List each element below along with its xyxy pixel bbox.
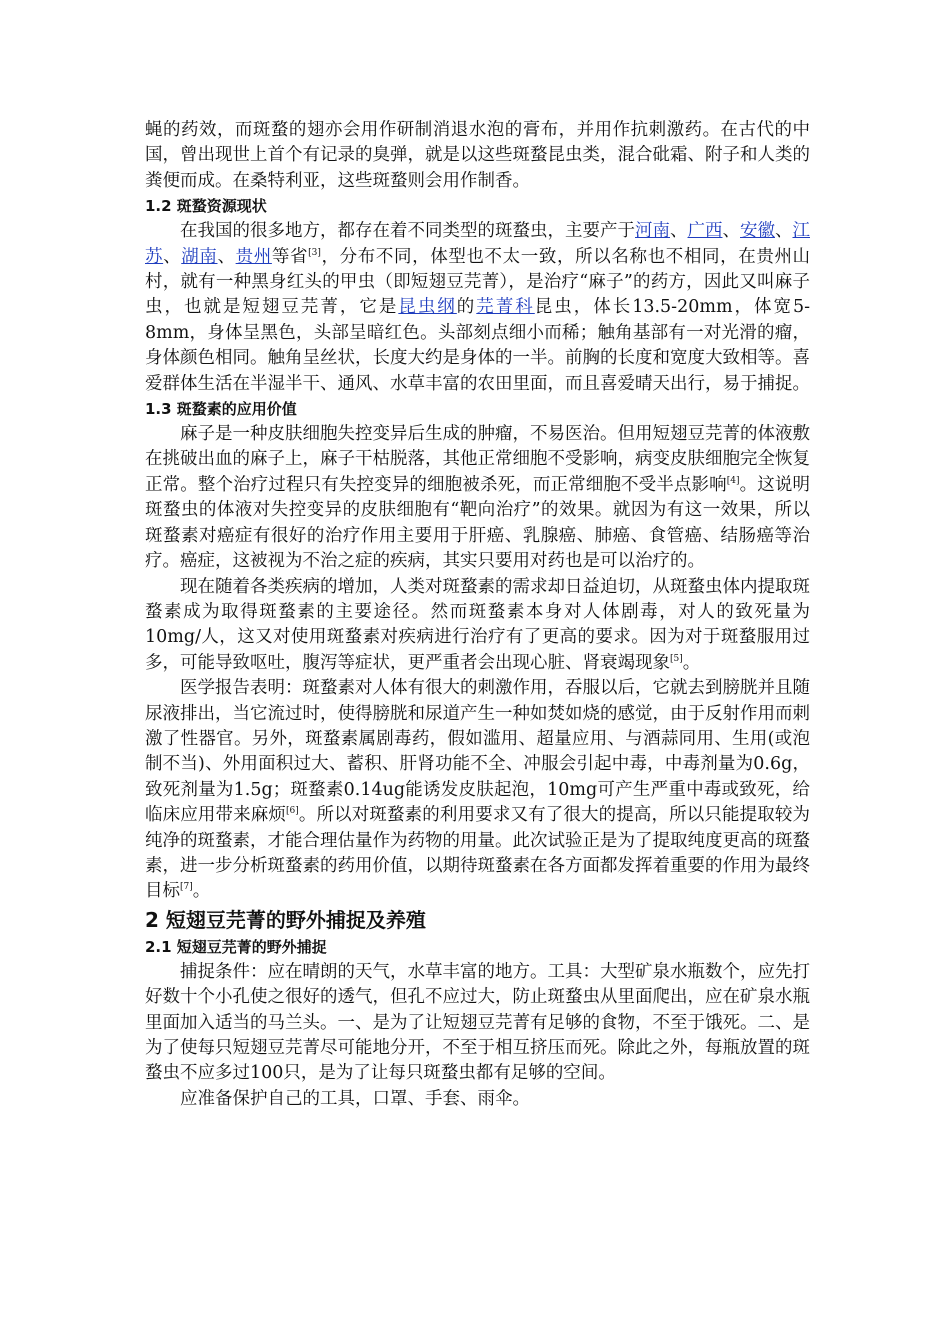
heading-2-1: 2.1 短翅豆芫菁的野外捕捉 xyxy=(145,937,327,956)
link-jiangsu[interactable]: 江苏 xyxy=(145,221,810,267)
paragraph-1-2: 在我国的很多地方，都存在着不同类型的斑蝥虫，主要产于河南、广西、安徽、江苏、湖南、贵州等省[3]，分布不同，体型也不太一致，所以名称也不相同，在贵州山村，就有一种黑身红头的甲虫（即短翅豆芫菁），是治疗“麻子”的药方，因此又叫麻子虫，也就是短翅豆芫菁，它是昆虫纲的芫菁科昆虫，体长13.5-20mm，体宽5-8mm，身体呈黑色，头部呈暗红色。头部刻点细小而稀；触角基部有一对光滑的瘤，身体颜色相同。触角呈丝状，长度大约是身体的一半。前胸的长度和宽度大致相等。喜爱群体生活在半湿半干、通风、水草丰富的农田里面，而且喜爱晴天出行，易于捕捉。 xyxy=(145,221,811,394)
paragraph-intro: 蝇的药效，而斑蝥的翅亦会用作研制消退水泡的膏布，并用作抗刺激药。在古代的中国，曾出现世上首个有记录的臭弹，就是以这些斑蝥昆虫类，混合砒霜、附子和人类的粪便而成。在桑特利亚，这些斑蝥则会用作制香。 xyxy=(145,120,810,191)
paragraph-1-3-a: 麻子是一种皮肤细胞失控变异后生成的肿瘤，不易医治。但用短翅豆芫菁的体液敷在挑破出血的麻子上，麻子干枯脱落，其他正常细胞不受影响，病变皮肤细胞完全恢复正常。整个治疗过程只有失控变异的细胞被杀死，而正常细胞不受半点影响[4]。这说明斑蝥虫的体液对失控变异的皮肤细胞有“靶向治疗”的效果。就因为有这一效果，所以斑蝥素对癌症有很好的治疗作用主要用于肝癌、乳腺癌、肺癌、食管癌、结肠癌等治疗。癌症，这被视为不治之症的疾病，其实只要用对药也是可以治疗的。 xyxy=(145,424,810,572)
document-page xyxy=(145,118,810,1112)
paragraph-2-1-b: 应准备保护自己的工具，口罩、手套、雨伞。 xyxy=(180,1088,530,1109)
link-kunchonggang[interactable]: 昆虫纲 xyxy=(398,297,457,318)
heading-2: 2 短翅豆芫菁的野外捕捉及养殖 xyxy=(145,907,426,932)
paragraph-1-3-c: 医学报告表明：斑蝥素对人体有很大的刺激作用，吞服以后，它就去到膀胱并且随尿液排出，当它流过时，使得膀胱和尿道产生一种如焚如烧的感觉，由于反射作用而刺激了性器官。另外，斑蝥素属剧毒药，假如滥用、超量应用、与酒蒜同用、生用(或泡制不当)、外用面积过大、蓄积、肝肾功能不全、冲服会引起中毒，中毒剂量为0.6g，致死剂量为1.5g；斑蝥素0.14ug能诱发皮肤起泡，10mg可产生严重中毒或致死，给临床应用带来麻烦[6]。所以对斑蝥素的利用要求又有了很大的提高，所以只能提取较为纯净的斑蝥素，才能合理估量作为药物的用量。此次试验正是为了提取纯度更高的斑蝥素，进一步分析斑蝥素的药用价值，以期待斑蝥素在各方面都发挥着重要的作用为最终目标[7]。 xyxy=(145,678,811,902)
citation-ref: [4] xyxy=(726,476,740,487)
paragraph-2-1-a: 捕捉条件：应在晴朗的天气，水草丰富的地方。工具：大型矿泉水瓶数个，应先打好数十个小孔使之很好的透气，但孔不应过大，防止斑蝥虫从里面爬出，应在矿泉水瓶里面加入适当的马兰头。一、是为了让短翅豆芫菁有足够的食物，不至于饿死。二、是为了使每只短翅豆芫菁尽可能地分开，不至于相互挤压而死。除此之外，每瓶放置的斑蝥虫不应多过100只，是为了让每只斑蝥虫都有足够的空间。 xyxy=(145,961,810,1084)
heading-1-3: 1.3 斑蝥素的应用价值 xyxy=(145,400,297,419)
link-yuanjingke[interactable]: 芫菁科 xyxy=(476,297,535,318)
citation-ref: [3] xyxy=(308,247,321,258)
citation-ref: [6] xyxy=(286,806,299,817)
link-anhui[interactable]: 安徽 xyxy=(740,221,775,242)
citation-ref: [5] xyxy=(670,653,683,664)
link-guizhou[interactable]: 贵州 xyxy=(235,246,272,267)
paragraph-1-3-b: 现在随着各类疾病的增加，人类对斑蝥素的需求却日益迫切，从斑蝥虫体内提取斑蝥素成为取得斑蝥素的主要途径。然而斑蝥素本身对人体剧毒，对人的致死量为10mg/人，这又对使用斑蝥素对疾病进行治疗有了更高的要求。因为对于斑蝥服用过多，可能导致呕吐，腹泻等症状，更严重者会出现心脏、肾衰竭现象[5]。 xyxy=(145,576,810,673)
citation-ref: [7] xyxy=(180,882,193,893)
link-guangxi[interactable]: 广西 xyxy=(687,221,723,242)
link-henan[interactable]: 河南 xyxy=(635,221,670,242)
link-hunan[interactable]: 湖南 xyxy=(181,246,218,267)
heading-1-2: 1.2 斑蝥资源现状 xyxy=(145,197,267,216)
